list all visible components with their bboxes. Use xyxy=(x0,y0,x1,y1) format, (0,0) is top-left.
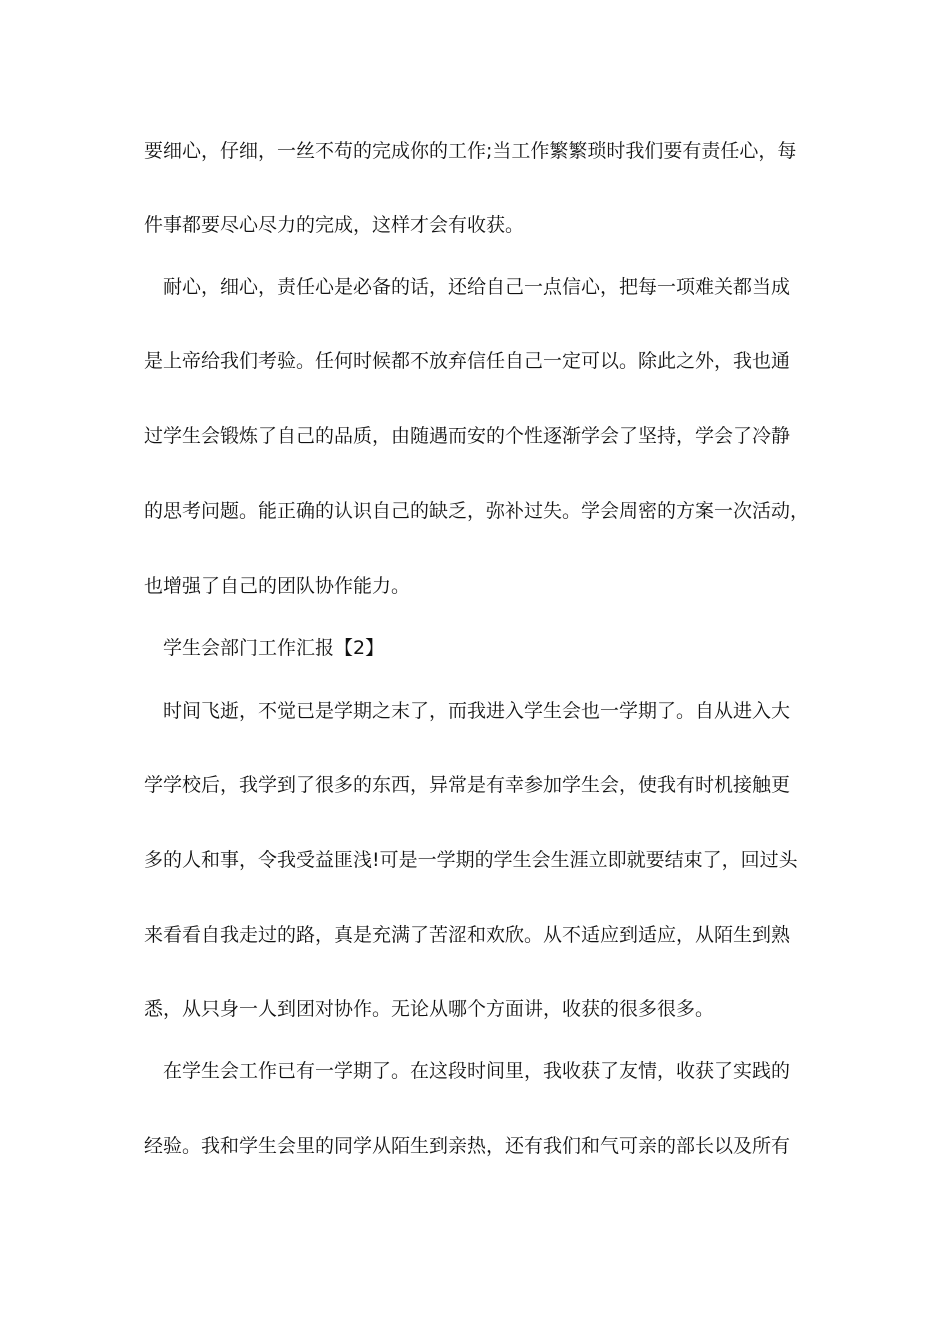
paragraph-start-line: 耐心，细心，责任心是必备的话，还给自己一点信心，把每一项难关都当成 xyxy=(163,276,791,298)
text-line: 的思考问题。能正确的认识自己的缺乏，弥补过失。学会周密的方案一次活动， xyxy=(144,500,810,522)
text-line: 也增强了自己的团队协作能力。 xyxy=(144,575,411,597)
paragraph-start-line: 在学生会工作已有一学期了。在这段时间里，我收获了友情，收获了实践的 xyxy=(163,1060,791,1082)
text-line: 学学校后，我学到了很多的东西，异常是有幸参加学生会，使我有时机接触更 xyxy=(144,774,791,796)
text-line: 经验。我和学生会里的同学从陌生到亲热，还有我们和气可亲的部长以及所有 xyxy=(144,1135,791,1157)
text-line: 件事都要尽心尽力的完成，这样才会有收获。 xyxy=(144,214,525,236)
text-line: 是上帝给我们考验。任何时候都不放弃信任自己一定可以。除此之外，我也通 xyxy=(144,350,791,372)
text-line: 来看看自我走过的路，真是充满了苦涩和欢欣。从不适应到适应，从陌生到熟 xyxy=(144,924,791,946)
text-line: 多的人和事，令我受益匪浅!可是一学期的学生会生涯立即就要结束了，回过头 xyxy=(144,849,798,871)
text-line: 悉，从只身一人到团对协作。无论从哪个方面讲，收获的很多很多。 xyxy=(144,998,715,1020)
text-line: 要细心，仔细，一丝不苟的完成你的工作;当工作繁繁琐时我们要有责任心，每 xyxy=(144,140,797,162)
paragraph-start-line: 时间飞逝，不觉已是学期之末了，而我进入学生会也一学期了。自从进入大 xyxy=(163,700,791,722)
section-heading: 学生会部门工作汇报【2】 xyxy=(163,637,385,659)
text-line: 过学生会锻炼了自己的品质，由随遇而安的个性逐渐学会了坚持，学会了冷静 xyxy=(144,425,791,447)
